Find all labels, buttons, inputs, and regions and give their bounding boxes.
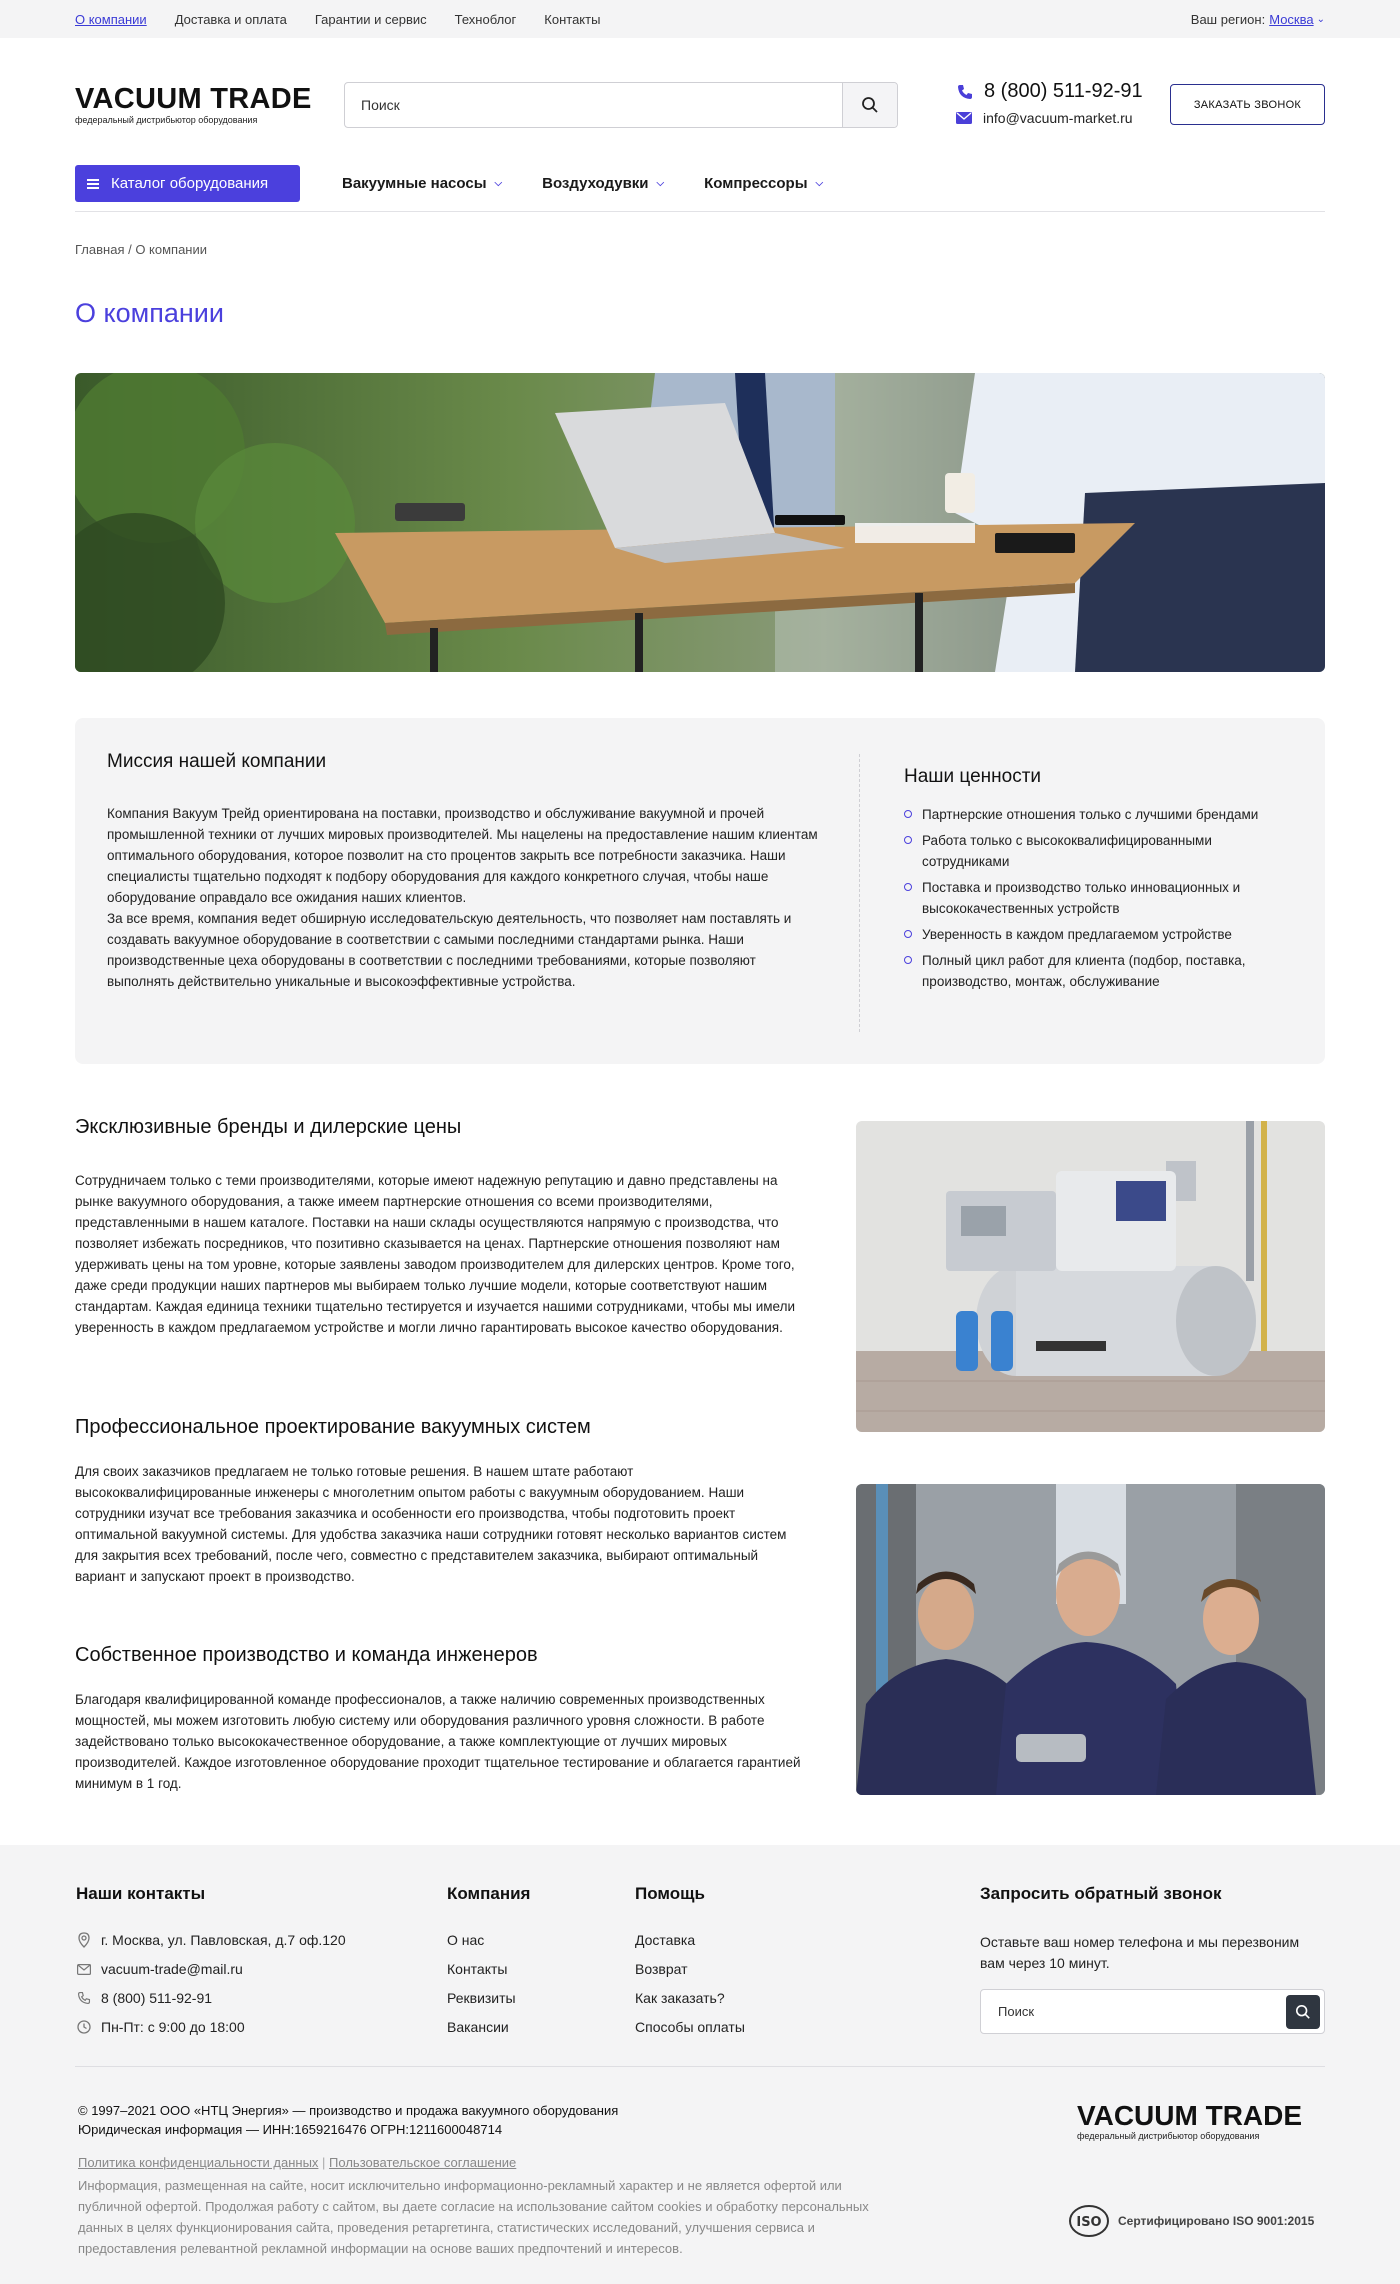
privacy-link[interactable]: Политика конфиденциальности данных	[78, 2155, 319, 2170]
address-text: г. Москва, ул. Павловская, д.7 оф.120	[101, 1932, 346, 1948]
mission-divider	[859, 754, 860, 1032]
terms-link[interactable]: Пользовательское соглашение	[329, 2155, 517, 2170]
hours-text: Пн-Пт: с 9:00 до 18:00	[101, 2019, 245, 2035]
top-bar	[0, 0, 1400, 38]
top-link-about[interactable]: О компании	[75, 11, 147, 27]
order-call-button[interactable]: ЗАКАЗАТЬ ЗВОНОК	[1170, 84, 1325, 125]
section-title-production: Собственное производство и команда инженеров	[75, 1644, 538, 1666]
mission-title: Миссия нашей компании	[107, 751, 327, 772]
footer-company-title: Компания	[447, 1884, 531, 1903]
catalog-button[interactable]	[75, 165, 300, 202]
chevron-down-icon: ⌵	[494, 178, 503, 189]
equipment-image	[856, 1121, 1325, 1432]
footer-phone-text: 8 (800) 511-92-91	[101, 1990, 213, 2006]
nav-divider	[75, 211, 1325, 212]
section-text-production: Благодаря квалифицированной команде профессионалов, а также наличию современных производственных мощностей, мы можем изготовить любую систему или оборудования различного уровня сложности. В работе задействовано только высококачественное оборудование, а также комплектующие от лучших мировых производителей. Каждое изготовленное оборудование проходит тщательное тестирование и облагается гарантией минимум в 1 год.	[75, 1692, 801, 1791]
footer-help-title: Помощь	[635, 1884, 705, 1903]
footer-logo[interactable]	[1077, 2101, 1302, 2141]
phone-icon	[77, 1991, 91, 2005]
mission-panel	[75, 718, 1325, 1064]
region-selector[interactable]	[1191, 0, 1325, 38]
mission-text	[107, 803, 822, 992]
footer-logo-title: VACUUM TRADE	[1077, 2100, 1303, 2131]
hero-image	[75, 373, 1325, 672]
list-item: Уверенность в каждом предлагаемом устройстве	[904, 924, 1294, 945]
list-item: Партнерские отношения только с лучшими брендами	[904, 804, 1294, 825]
top-link-contacts[interactable]: Контакты	[544, 11, 601, 27]
section-title-brands: Эксклюзивные бренды и дилерские цены	[75, 1116, 462, 1138]
values-list	[904, 804, 1294, 997]
footer-link-requisites[interactable]: Реквизиты	[447, 1990, 516, 2006]
callback-title: Запросить обратный звонок	[980, 1884, 1222, 1903]
callback-input[interactable]	[980, 1989, 1325, 2034]
footer-link-return[interactable]: Возврат	[635, 1961, 688, 1977]
list-item: Поставка и производство только инновационных и высококачественных устройств	[904, 877, 1294, 919]
location-pin-icon	[77, 1932, 91, 1948]
header-phone[interactable]	[956, 80, 1143, 103]
footer-email[interactable]	[77, 1961, 243, 1977]
top-link-warranty[interactable]: Гарантии и сервис	[314, 11, 427, 27]
region-label: Ваш регион:	[1190, 11, 1266, 27]
logo-title: VACUUM TRADE	[75, 83, 312, 115]
page-title: О компании	[75, 298, 224, 328]
callback-placeholder: Поиск	[998, 2004, 1035, 2019]
logo[interactable]	[75, 84, 312, 125]
nav-item-label: Воздуходувки	[542, 175, 649, 192]
footer-link-payment[interactable]: Способы оплаты	[635, 2019, 745, 2035]
mail-icon	[77, 1964, 91, 1975]
phone-icon	[956, 83, 974, 101]
section-text-design: Для своих заказчиков предлагаем не только готовые решения. В нашем штате работают высококвалифицированные инженеры с многолетним опытом работы с вакуумным оборудованием. Наши сотрудники изучат все требования заказчика и особенности его производства, чтобы подготовить проект оптимальной вакуумной системы. Для удобства заказчика наши сотрудники готовят несколько вариантов систем для закрытия всех требований, после чего, совместно с представителем заказчика, выбирают оптимальный вариант и запускают проект в производство.	[75, 1464, 787, 1584]
legal-info: Юридическая информация — ИНН:1659216476 ОГРН:1211600048714	[78, 2122, 503, 2137]
top-nav	[75, 0, 628, 38]
nav-item-label: Компрессоры	[704, 175, 808, 192]
logo-subtitle: федеральный дистрибьютор оборудования	[75, 115, 258, 125]
footer-contacts-title: Наши контакты	[76, 1884, 206, 1903]
nav-blowers[interactable]	[542, 175, 664, 192]
region-city[interactable]: Москва	[1269, 11, 1314, 27]
list-item: Работа только с высококвалифицированными сотрудниками	[904, 830, 1294, 872]
breadcrumb[interactable]: Главная / О компании	[75, 242, 208, 257]
copyright	[78, 2101, 618, 2139]
section-title-design: Профессиональное проектирование вакуумных систем	[75, 1416, 591, 1438]
iso-certificate	[1068, 2204, 1314, 2238]
clock-icon	[77, 2020, 91, 2034]
section-text-brands: Сотрудничаем только с теми производителями, которые имеют надежную репутацию и давно представлены на рынке вакуумного оборудования, а также имеем партнерские отношения со всеми производителями, представленными в нашем каталоге. Поставки на наши склады осуществляются напрямую с производства, что позволяет избежать посредников, что позитивно сказывается на ценах. Партнерские отношения позволяют нам удерживать цены на том уровне, которые заявлены заводом производителем для дилерских центров. Кроме того, даже среди продукции наших партнеров мы выбираем только лучшие модели, которые соответствуют нашим стандартам. Каждая единица техники тщательно тестируется и изучается нашими сотрудниками, чтобы мы имели уверенность в каждом предлагаемом устройстве и могли лично гарантировать высокое качество оборудования.	[75, 1173, 796, 1335]
header-email[interactable]	[956, 110, 1133, 126]
footer-email-text: vacuum-trade@mail.ru	[101, 1961, 243, 1977]
chevron-down-icon: ⌵	[656, 178, 665, 189]
footer-link-delivery[interactable]: Доставка	[635, 1932, 696, 1948]
list-item: Полный цикл работ для клиента (подбор, поставка, производство, монтаж, обслуживание	[904, 950, 1294, 992]
values-title: Наши ценности	[904, 766, 1042, 787]
footer-link-how-to-order[interactable]: Как заказать?	[635, 1990, 725, 2006]
nav-item-label: Вакуумные насосы	[342, 175, 487, 192]
footer-address	[77, 1932, 346, 1948]
footer-logo-subtitle: федеральный дистрибьютор оборудования	[1077, 2131, 1260, 2141]
legal-links: Политика конфиденциальности данных | Пользовательское соглашение	[78, 2155, 517, 2170]
search-input[interactable]: Поиск	[361, 97, 400, 113]
callback-text: Оставьте ваш номер телефона и мы перезвоним вам через 10 минут.	[980, 1934, 1300, 1971]
iso-logo-icon	[1068, 2204, 1110, 2238]
mail-icon	[956, 112, 972, 124]
top-link-delivery[interactable]: Доставка и оплата	[174, 11, 287, 27]
footer-divider	[75, 2066, 1325, 2067]
iso-badge-text: ISO	[1076, 2215, 1102, 2230]
search-icon	[1295, 2004, 1311, 2020]
search-icon	[861, 96, 879, 114]
footer-hours	[77, 2019, 245, 2035]
nav-compressors[interactable]	[704, 175, 823, 192]
catalog-label: Каталог оборудования	[111, 175, 269, 192]
search-button[interactable]	[842, 83, 897, 127]
phone-number: 8 (800) 511-92-91	[984, 80, 1143, 102]
copyright-text: © 1997–2021 ООО «НТЦ Энергия» — производство и продажа вакуумного оборудования	[78, 2103, 619, 2118]
footer-link-contacts[interactable]: Контакты	[447, 1961, 508, 1977]
mission-paragraph: За все время, компания ведет обширную исследовательскую деятельность, что позволяет нам поставлять и создавать вакуумное оборудование в соответствии с самыми последними стандартами рынка. Наши производственные цеха оборудованы в соответствии с последними требованиями, которые позволяют выполнять действительно уникальные и высокоэффективные устройства.	[107, 911, 792, 989]
menu-icon	[87, 177, 99, 191]
iso-text: Сертифицировано ISO 9001:2015	[1118, 2214, 1315, 2228]
team-image	[856, 1484, 1325, 1795]
main-nav	[342, 165, 863, 202]
footer-link-vacancies[interactable]: Вакансии	[447, 2019, 509, 2035]
search-bar	[344, 82, 898, 128]
nav-vacuum-pumps[interactable]	[342, 175, 502, 192]
top-link-blog[interactable]: Техноблог	[454, 11, 517, 27]
disclaimer: Информация, размещенная на сайте, носит исключительно информационно-рекламный характер и не является офертой или публичной офертой. Продолжая работу с сайтом, вы даете согласие на использование сайтом cookies и обработку персональных данных в целях функционирования сайта, проведения ретаргетинга, статистических исследований, улучшения сервиса и предоставления релевантной рекламной информации на основе ваших предпочтений и интересов.	[78, 2178, 869, 2256]
footer-link-about[interactable]: О нас	[447, 1932, 485, 1948]
footer-phone[interactable]	[77, 1990, 212, 2006]
mission-paragraph: Компания Вакуум Трейд ориентирована на поставки, производство и обслуживание вакуумной и прочей промышленной техники от лучших мировых производителей. Мы нацелены на предоставление нашим клиентам оптимального оборудования, которое позволит на сто процентов закрыть все потребности заказчика. Наши специалисты тщательно подходят к подбору оборудования для каждого конкретного случая, чтобы наше оборудование оправдало все ожидания наших клиентов.	[107, 806, 818, 905]
chevron-down-icon[interactable]: ⌄	[1316, 13, 1325, 25]
email-address: info@vacuum-market.ru	[983, 110, 1133, 126]
chevron-down-icon: ⌵	[815, 178, 824, 189]
callback-submit-button[interactable]	[1286, 1995, 1320, 2029]
